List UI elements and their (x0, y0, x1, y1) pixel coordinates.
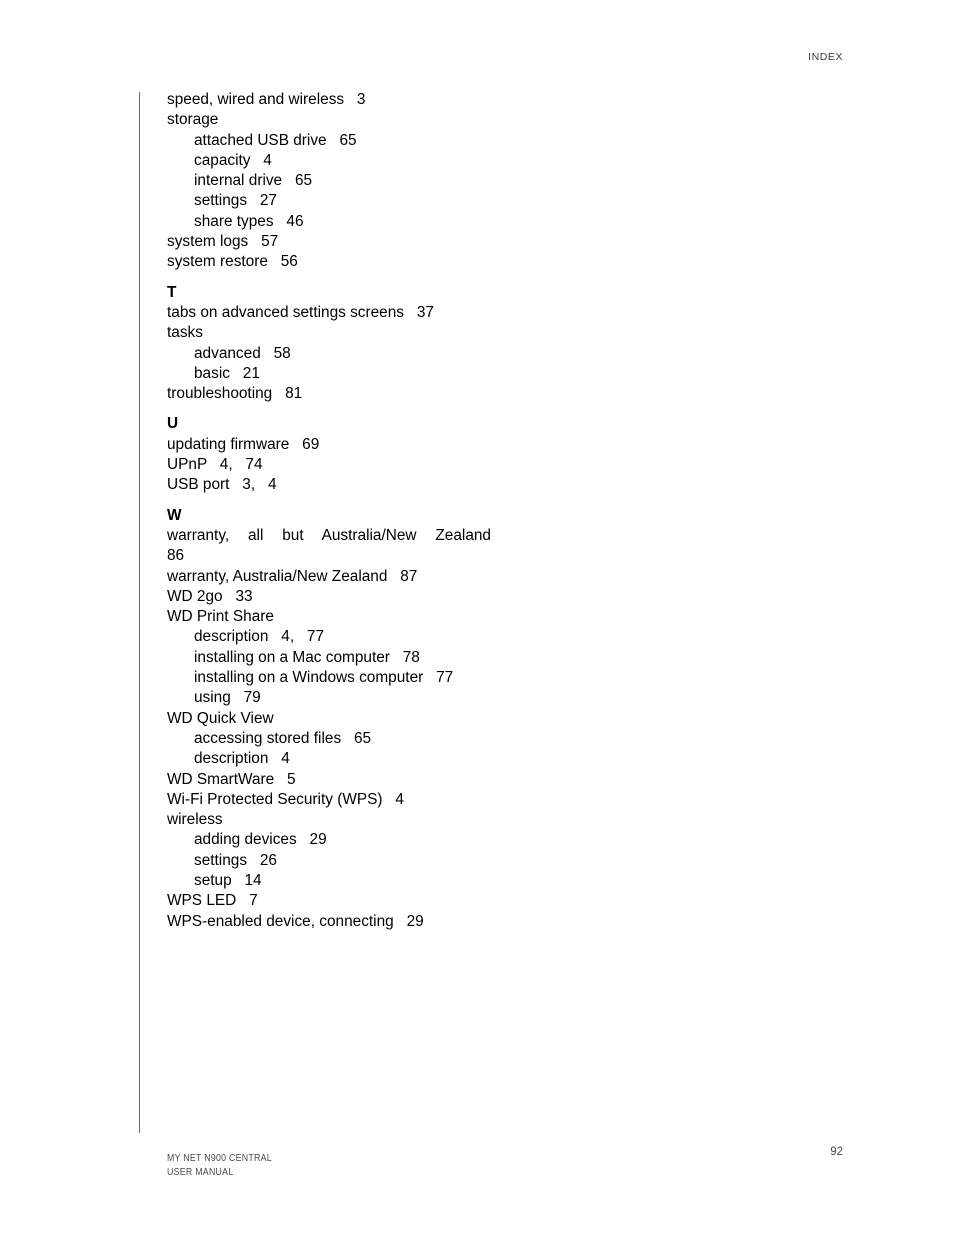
index-entry-page-ref: 65 (294, 172, 313, 190)
index-entry-page-ref: 3 (356, 91, 366, 108)
index-entry-text: description (194, 628, 269, 646)
index-entry (167, 891, 787, 911)
index-entry (167, 232, 787, 252)
index-entry-page-ref: 58 (273, 344, 291, 362)
index-entry (167, 627, 787, 647)
index-entry (167, 252, 787, 272)
index-column (167, 90, 787, 932)
index-entry-text: storage (167, 111, 219, 129)
index-entry-text: tabs on advanced settings screens (167, 303, 404, 321)
index-entry-text: attached USB drive (194, 131, 327, 149)
index-entry-text: advanced (194, 344, 261, 362)
index-entry (167, 851, 787, 871)
index-entry-page-ref: 4 (281, 750, 290, 768)
index-entry-page-ref: 3, 4 (242, 476, 277, 494)
index-entry-text: WPS-enabled device, connecting (167, 912, 394, 930)
footer-page-number: 92 (830, 1146, 843, 1158)
index-entry-text: speed, wired and wireless (167, 91, 345, 108)
index-section-letter: T (167, 283, 177, 301)
index-entry-gap (272, 385, 285, 402)
index-entry-page-ref: 21 (242, 364, 260, 382)
index-entry-text: UPnP (167, 456, 207, 474)
index-entry-gap (223, 588, 236, 605)
footer-manual-title-line1: MY NET N900 CENTRAL (167, 1153, 272, 1164)
index-entry-gap (247, 192, 260, 209)
index-entry (167, 171, 787, 191)
index-entry-page-ref: 33 (235, 587, 253, 605)
index-entry (167, 912, 787, 932)
index-entry-gap (274, 771, 287, 788)
index-entry-gap (341, 730, 354, 747)
index-entry-page-ref: 46 (286, 212, 304, 230)
index-entry (167, 648, 787, 668)
index-entry (167, 607, 787, 627)
index-entry (167, 587, 787, 607)
index-entry-gap (268, 750, 281, 767)
index-entry-gap (387, 568, 400, 585)
index-entry (167, 110, 787, 130)
index-entry-text: WD Print Share (167, 608, 274, 626)
index-entry-gap (236, 892, 249, 909)
index-entry-text: settings (194, 851, 248, 869)
index-entry-page-ref: 29 (309, 831, 327, 849)
index-entry-text: WD Quick View (167, 709, 274, 727)
index-entry-text: WPS LED (167, 892, 237, 910)
index-entry (167, 709, 787, 729)
index-entry-gap (274, 213, 287, 230)
index-entry-page-ref: 81 (285, 385, 303, 403)
index-entry-gap (248, 233, 261, 250)
index-entry (167, 303, 787, 323)
index-section-letter: U (167, 415, 179, 433)
index-entry (167, 475, 787, 495)
index-entry-page-ref: 87 (400, 567, 418, 585)
index-entry (167, 364, 787, 384)
index-entry-text: share types (194, 212, 274, 230)
index-entry-text: wireless (167, 811, 223, 829)
index-entry-gap (383, 791, 396, 808)
index-entry-text: setup (194, 871, 232, 889)
index-entry-page-ref: 65 (339, 131, 357, 149)
index-entry-text: installing on a Windows computer (194, 669, 424, 687)
index-entry-text: settings (194, 192, 248, 210)
index-entry-text: adding devices (194, 831, 297, 849)
index-entry-text: accessing stored files (194, 729, 342, 747)
index-entry-page-ref: 4, 77 (281, 628, 325, 646)
index-entry-text: basic (194, 364, 230, 382)
index-entry (167, 384, 787, 404)
footer-manual-title (167, 1152, 272, 1180)
index-entry-gap (282, 172, 295, 189)
index-entry-gap (261, 345, 274, 362)
index-entry-page-ref: 4 (263, 151, 272, 169)
index-entry-gap (390, 649, 403, 666)
index-entry-text: updating firmware (167, 435, 290, 453)
index-entry-gap (268, 253, 281, 270)
index-entry-gap (394, 913, 407, 930)
index-entry-text: capacity (194, 151, 251, 169)
index-entry-gap (232, 872, 245, 889)
index-entry-gap (250, 152, 263, 169)
index-entry-page-ref: 56 (280, 253, 298, 271)
index-entry (167, 830, 787, 850)
index-entry-gap (344, 91, 357, 108)
index-entry-page-ref: 5 (287, 770, 296, 788)
index-entry (167, 871, 787, 891)
index-entry-text: internal drive (194, 172, 283, 190)
index-entry-page-ref: 14 (244, 871, 262, 889)
index-entry-text: troubleshooting (167, 385, 273, 403)
index-entry-page-ref: 65 (353, 729, 372, 747)
index-entry-page-ref: 79 (243, 689, 261, 707)
index-entry-page-ref: 37 (416, 303, 434, 321)
index-entry (167, 212, 787, 232)
index-entry (167, 688, 787, 708)
index-entry-text: installing on a Mac computer (194, 648, 390, 666)
index-entry-gap (207, 456, 220, 473)
index-entry-page-ref: 86 (167, 547, 185, 565)
index-entry-gap (297, 831, 310, 848)
index-section-letter: W (167, 506, 182, 524)
index-entry-page-ref: 29 (406, 912, 424, 930)
index-entry-gap (230, 365, 243, 382)
index-entry-gap (404, 304, 417, 321)
index-entry-text: using (194, 689, 231, 707)
index-entry-page-ref: 26 (259, 851, 277, 869)
running-header: INDEX (808, 51, 843, 63)
index-entry-text: WD 2go (167, 587, 223, 605)
index-entry-text: USB port (167, 476, 230, 494)
index-entry-text: warranty, all but Australia/New Zealand (167, 526, 491, 544)
index-entry-page-ref: 4 (395, 790, 404, 808)
index-entry-gap (327, 132, 340, 149)
index-entry-text: description (194, 750, 269, 768)
footer-manual-title-line2: USER MANUAL (167, 1167, 234, 1178)
index-entry-text: system restore (167, 253, 268, 271)
index-entry (167, 344, 787, 364)
index-entry-page-ref: 27 (259, 192, 277, 210)
index-entry-page-ref: 7 (249, 892, 258, 910)
index-entry-gap (229, 476, 242, 493)
index-entry-page-ref: 4, 74 (219, 456, 263, 474)
index-entry-page-ref: 78 (402, 648, 420, 666)
index-entry (167, 668, 787, 688)
index-entry-text: system logs (167, 233, 249, 251)
index-entry (167, 131, 787, 151)
index-entry (167, 810, 787, 830)
column-rule (139, 92, 140, 1133)
index-entry (167, 729, 787, 749)
index-entry (167, 455, 787, 475)
index-entry (167, 323, 787, 343)
index-entry (167, 526, 491, 546)
index-entry (167, 770, 787, 790)
index-entry-gap (247, 852, 260, 869)
index-entry-text: tasks (167, 324, 203, 342)
index-entry-gap (289, 436, 302, 453)
index-entry (167, 191, 787, 211)
index-entry (167, 567, 787, 587)
index-entry (167, 90, 787, 110)
index-entry-text: warranty, Australia/New Zealand (167, 567, 388, 585)
index-entry-page-ref: 57 (261, 233, 279, 251)
index-entry (167, 790, 787, 810)
index-entry-gap (268, 628, 281, 645)
index-entry-text: Wi-Fi Protected Security (WPS) (167, 790, 383, 808)
index-entry (167, 151, 787, 171)
index-entry-gap (423, 669, 436, 686)
index-entry-page-ref: 77 (436, 669, 454, 687)
index-entry-page-ref: 69 (302, 435, 320, 453)
index-entry-gap (231, 689, 244, 706)
index-entry (167, 435, 787, 455)
index-entry-text: WD SmartWare (167, 770, 275, 788)
index-entry (167, 749, 787, 769)
